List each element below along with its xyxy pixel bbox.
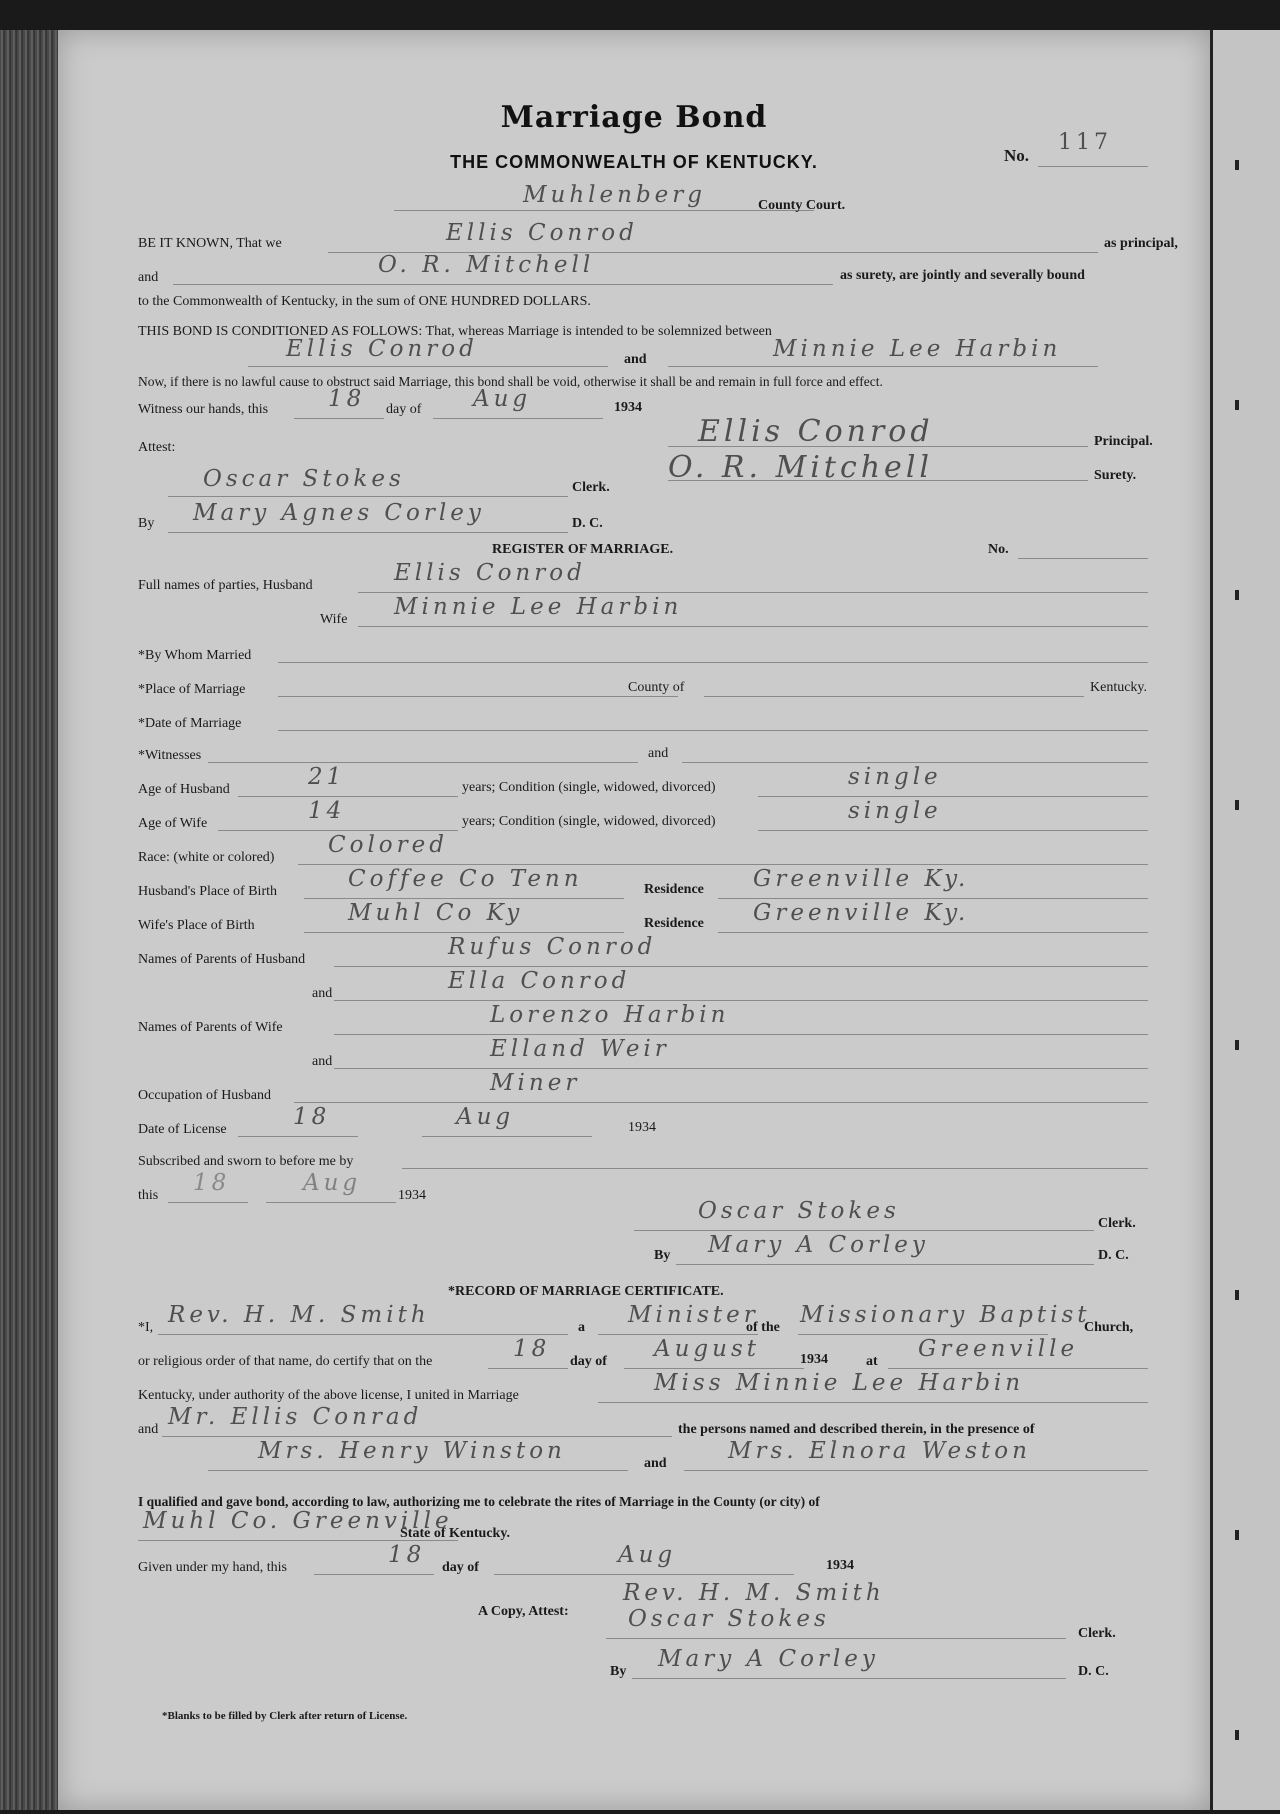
sworn-month: Aug <box>303 1170 362 1196</box>
certificate-day-of-label: day of <box>570 1354 607 1369</box>
certificate-month: August <box>654 1336 761 1362</box>
certificate-clerk-label: Clerk. <box>1078 1626 1116 1641</box>
wife-condition-label: years; Condition (single, widowed, divorced) <box>462 814 716 829</box>
husband-parents-label: Names of Parents of Husband <box>138 952 306 967</box>
subscribed-label: Subscribed and sworn to before me by <box>138 1154 354 1169</box>
husband-name: Ellis Conrod <box>394 560 586 586</box>
wife-label: Wife <box>320 612 348 627</box>
certificate-a-label: a <box>578 1320 585 1335</box>
given-day-of-label: day of <box>442 1560 479 1575</box>
race-label: Race: (white or colored) <box>138 850 275 865</box>
husband-condition-label: years; Condition (single, widowed, divorced) <box>462 780 716 795</box>
age-of-wife: 14 <box>308 798 346 824</box>
register-clerk-label: Clerk. <box>1098 1216 1136 1231</box>
book-page-edges <box>0 30 58 1810</box>
witness-and-label: and <box>644 1456 667 1471</box>
deputy-clerk-name: Mary Agnes Corley <box>193 500 485 526</box>
of-the-label: of the <box>746 1320 780 1335</box>
party-and-label: and <box>624 352 647 367</box>
husband-residence: Greenville Ky. <box>753 866 970 892</box>
certificate-place: Greenville <box>918 1336 1079 1362</box>
witnesses-label: *Witnesses <box>138 748 202 763</box>
wife-parent-two: Elland Weir <box>490 1036 670 1062</box>
witness-two: Mrs. Elnora Weston <box>728 1438 1031 1464</box>
husband-parent-one: Rufus Conrod <box>448 934 657 960</box>
sworn-this-label: this <box>138 1188 159 1203</box>
register-clerk-signature: Oscar Stokes <box>698 1198 900 1224</box>
race-value: Colored <box>328 832 448 858</box>
groom-name: Mr. Ellis Conrad <box>168 1404 423 1430</box>
certificate-and-label: and <box>138 1422 159 1437</box>
state-of-kentucky-label: State of Kentucky. <box>400 1526 511 1541</box>
qualified-text: I qualified and gave bond, according to law, authorizing me to celebrate the rites of Marriage in the County (or city) of <box>138 1494 820 1509</box>
page-subtitle: THE COMMONWEALTH OF KENTUCKY. <box>450 152 818 172</box>
age-of-wife-label: Age of Wife <box>138 816 208 831</box>
register-no-label: No. <box>988 542 1009 557</box>
church-name: Missionary Baptist <box>800 1302 1091 1328</box>
certificate-deputy-label: D. C. <box>1078 1664 1109 1679</box>
witnesses-and-label: and <box>648 746 669 761</box>
by-whom-married-label: *By Whom Married <box>138 648 252 663</box>
witness-one: Mrs. Henry Winston <box>258 1438 566 1464</box>
persons-named-text: the persons named and described therein, in the presence of <box>678 1422 1035 1437</box>
be-it-known-label: BE IT KNOWN, That we <box>138 236 282 251</box>
occupation-value: Miner <box>490 1070 581 1096</box>
surety-label: Surety. <box>1094 468 1137 483</box>
certificate-by-label: By <box>610 1664 627 1679</box>
license-day: 18 <box>293 1104 331 1130</box>
blanks-footnote: *Blanks to be filled by Clerk after return of License. <box>162 1710 408 1722</box>
certificate-i-label: *I, <box>138 1320 154 1335</box>
witness-hands-label: Witness our hands, this <box>138 402 269 417</box>
sworn-day: 18 <box>193 1170 231 1196</box>
license-date-label: Date of License <box>138 1122 227 1137</box>
witness-year: 1934 <box>614 400 642 415</box>
occupation-label: Occupation of Husband <box>138 1088 271 1103</box>
officiant-name: Rev. H. M. Smith <box>168 1302 430 1328</box>
adjacent-page-edge <box>1210 30 1280 1810</box>
register-by-label: By <box>654 1248 671 1263</box>
county-court-label: County Court. <box>758 198 846 213</box>
marriage-bond-page <box>58 30 1210 1810</box>
husband-condition: single <box>848 764 942 790</box>
wife-condition: single <box>848 798 942 824</box>
certificate-year: 1934 <box>800 1352 828 1367</box>
principal-label: Principal. <box>1094 434 1153 449</box>
county-of-label: County of <box>628 680 685 695</box>
witness-day: 18 <box>328 386 366 412</box>
given-year: 1934 <box>826 1558 854 1573</box>
surety-text: as surety, are jointly and severally bound <box>840 268 1085 283</box>
certificate-at-label: at <box>866 1354 878 1369</box>
religious-order-text: or religious order of that name, do certify that on the <box>138 1354 433 1369</box>
certificate-heading: *RECORD OF MARRIAGE CERTIFICATE. <box>448 1284 724 1299</box>
age-of-husband-label: Age of Husband <box>138 782 230 797</box>
kentucky-authority-text: Kentucky, under authority of the above license, I united in Marriage <box>138 1388 519 1403</box>
place-of-marriage-label: *Place of Marriage <box>138 682 246 697</box>
wife-name: Minnie Lee Harbin <box>394 594 683 620</box>
husband-parent-two: Ella Conrod <box>448 968 631 994</box>
lawful-cause-text: Now, if there is no lawful cause to obstruct said Marriage, this bond shall be void, otherwise it shall be and remain in full force and effect. <box>138 374 883 389</box>
county-or-city: Muhl Co. Greenville <box>143 1508 453 1534</box>
date-of-marriage-label: *Date of Marriage <box>138 716 242 731</box>
sworn-year: 1934 <box>398 1188 426 1203</box>
given-month: Aug <box>618 1542 677 1568</box>
wife-birthplace-label: Wife's Place of Birth <box>138 918 255 933</box>
by-label: By <box>138 516 155 531</box>
age-of-husband: 21 <box>308 764 346 790</box>
bond-number: 117 <box>1058 130 1112 155</box>
attest-label: Attest: <box>138 440 176 455</box>
and-label: and <box>138 270 159 285</box>
clerk-label: Clerk. <box>572 480 610 495</box>
principal-signature: Ellis Conrod <box>698 414 934 449</box>
full-names-label: Full names of parties, Husband <box>138 578 313 593</box>
officiant-title: Minister <box>628 1302 759 1328</box>
wife-residence-label: Residence <box>644 916 704 931</box>
county-name: Muhlenberg <box>523 182 707 208</box>
as-principal-label: as principal, <box>1104 236 1178 251</box>
deputy-clerk-label: D. C. <box>572 516 603 531</box>
kentucky-label: Kentucky. <box>1090 680 1148 695</box>
wife-residence: Greenville Ky. <box>753 900 970 926</box>
husband-residence-label: Residence <box>644 882 704 897</box>
bond-number-label: No. <box>1004 146 1030 165</box>
certificate-clerk-signature: Oscar Stokes <box>628 1606 830 1632</box>
surety-signature: O. R. Mitchell <box>668 450 934 485</box>
church-label: Church, <box>1084 1320 1134 1335</box>
party-two-name: Minnie Lee Harbin <box>773 336 1062 362</box>
wife-parent-one: Lorenzo Harbin <box>490 1002 730 1028</box>
conditioned-text: THIS BOND IS CONDITIONED AS FOLLOWS: That, whereas Marriage is intended to be solemnized between <box>138 324 772 339</box>
husband-birthplace-label: Husband's Place of Birth <box>138 884 278 899</box>
husband-parents-and-label: and <box>312 986 333 1001</box>
given-day: 18 <box>388 1542 426 1568</box>
witness-day-of-label: day of <box>386 402 422 417</box>
party-one-name: Ellis Conrod <box>286 336 478 362</box>
register-deputy-label: D. C. <box>1098 1248 1129 1263</box>
wife-birthplace: Muhl Co Ky <box>348 900 524 926</box>
wife-parents-and-label: and <box>312 1054 333 1069</box>
witness-month: Aug <box>473 386 532 412</box>
copy-attest-label: A Copy, Attest: <box>478 1604 569 1619</box>
surety-name: O. R. Mitchell <box>378 252 595 278</box>
wife-parents-label: Names of Parents of Wife <box>138 1020 283 1035</box>
certificate-day: 18 <box>513 1336 551 1362</box>
principal-name: Ellis Conrod <box>446 220 638 246</box>
register-heading: REGISTER OF MARRIAGE. <box>492 542 674 557</box>
given-under-hand-label: Given under my hand, this <box>138 1560 287 1575</box>
license-month: Aug <box>456 1104 515 1130</box>
clerk-name: Oscar Stokes <box>203 466 405 492</box>
sum-text: to the Commonwealth of Kentucky, in the sum of ONE HUNDRED DOLLARS. <box>138 294 591 309</box>
page-title: Marriage Bond <box>500 100 768 135</box>
officiant-signature: Rev. H. M. Smith <box>623 1580 885 1606</box>
bride-name: Miss Minnie Lee Harbin <box>654 1370 1025 1396</box>
license-year: 1934 <box>628 1120 656 1135</box>
husband-birthplace: Coffee Co Tenn <box>348 866 583 892</box>
certificate-deputy-signature: Mary A Corley <box>658 1646 879 1672</box>
register-deputy-signature: Mary A Corley <box>708 1232 929 1258</box>
